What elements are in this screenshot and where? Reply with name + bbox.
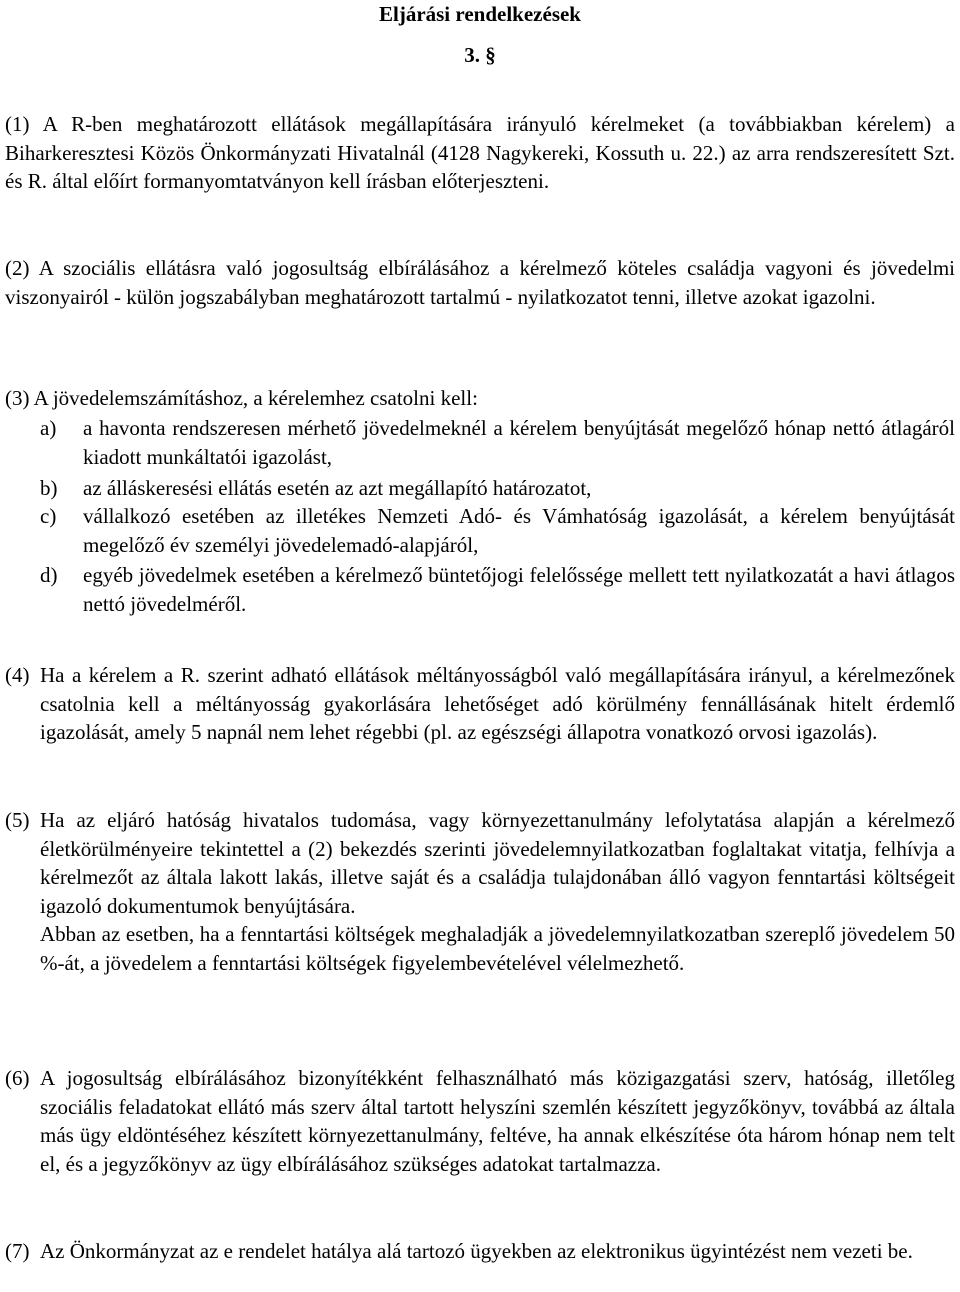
paragraph-5 <box>5 806 955 978</box>
document-title: Eljárási rendelkezések <box>378 2 581 26</box>
paragraph-number: (4) <box>5 663 30 687</box>
paragraph-2: (2) A szociális ellátásra való jogosultság elbírálásához a kérelmező köteles családja vagyoni és jövedelmi viszonyairól - külön jogszabályban meghatározott tartalmú - nyilatkozatot tenni, illetve azokat igazolni. <box>5 256 955 309</box>
paragraph-3-intro: (3) A jövedelemszámításhoz, a kérelemhez csatolni kell: <box>5 386 478 410</box>
paragraph-6 <box>5 1064 955 1178</box>
paragraph-text: Az Önkormányzat az e rendelet hatálya alá tartozó ügyekben az elektronikus ügyintézést nem vezeti be. <box>40 1239 913 1263</box>
list-item-d <box>40 561 955 618</box>
list-item-letter: d) <box>40 563 58 587</box>
list-item-b <box>40 474 955 503</box>
list-item-c <box>40 502 955 559</box>
paragraph-number: (5) <box>5 808 30 832</box>
list-item-a <box>40 414 955 471</box>
list-item-letter: a) <box>40 416 57 440</box>
paragraph-1: (1) A R-ben meghatározott ellátások megállapítására irányuló kérelmeket (a továbbiakban kérelem) a Biharkeresztesi Közös Önkormányzati Hivatalnál (4128 Nagykereki, Kossuth u. 22.) az arra rendszeresített Szt. és R. által előírt formanyomtatványon kell írásban előterjeszteni. <box>5 112 955 194</box>
list-item-text: egyéb jövedelmek esetében a kérelmező büntetőjogi felelőssége mellett tett nyilatkozatát a havi átlagos nettó jövedelméről. <box>83 563 955 616</box>
section-number: 3. § <box>464 43 496 67</box>
paragraph-7 <box>5 1237 955 1266</box>
list-item-text: a havonta rendszeresen mérhető jövedelmeknél a kérelem benyújtását megelőző hónap nettó átlagáról kiadott munkáltatói igazolást, <box>83 416 955 469</box>
paragraph-text: A jogosultság elbírálásához bizonyítékként felhasználható más közigazgatási szerv, hatóság, illetőleg szociális feladatokat ellátó más szerv által tartott helyszíni szemlén készített jegyzőkönyv, továbbá az általa más ügy eldöntéséhez készített környezettanulmány, feltéve, ha annak elkészítése óta három hónap nem telt el, és a jegyzőkönyv az ügy elbírálásához szükséges adatokat tartalmazza. <box>40 1066 955 1176</box>
list-item-letter: c) <box>40 504 57 528</box>
paragraph-text: Ha az eljáró hatóság hivatalos tudomása, vagy környezettanulmány lefolytatása alapján a kérelmező életkörülményeire tekintettel a (2) bekezdés szerinti jövedelemnyilatkozatban foglaltakat vitatja, felhívja a kérelmezőt az általa lakott lakás, illetve saját és a családja tulajdonában álló vagyon fenntartási költségeit igazoló dokumentumok benyújtására. <box>40 808 955 918</box>
list-item-letter: b) <box>40 476 58 500</box>
paragraph-number: (7) <box>5 1239 30 1263</box>
paragraph-text-continued: Abban az esetben, ha a fenntartási költségek meghaladják a jövedelemnyilatkozatban szereplő jövedelem 50 %-át, a jövedelem a fenntartási költségek figyelembevételével vélelmezhető. <box>40 922 955 975</box>
paragraph-4 <box>5 661 955 747</box>
list-item-text: vállalkozó esetében az illetékes Nemzeti Adó- és Vámhatóság igazolását, a kérelem benyújtását megelőző év személyi jövedelemadó-alapjáról, <box>83 504 955 557</box>
paragraph-text: Ha a kérelem a R. szerint adható ellátások méltányosságból való megállapítására irányul, a kérelmezőnek csatolnia kell a méltányosság gyakorlására lehetőséget adó körülmény fennállásának hitelt érdemlő igazolását, amely 5 napnál nem lehet régebbi (pl. az egészségi állapotra vonatkozó orvosi igazolás). <box>40 663 955 745</box>
list-item-text: az álláskeresési ellátás esetén az azt megállapító határozatot, <box>83 476 592 500</box>
paragraph-number: (6) <box>5 1066 30 1090</box>
